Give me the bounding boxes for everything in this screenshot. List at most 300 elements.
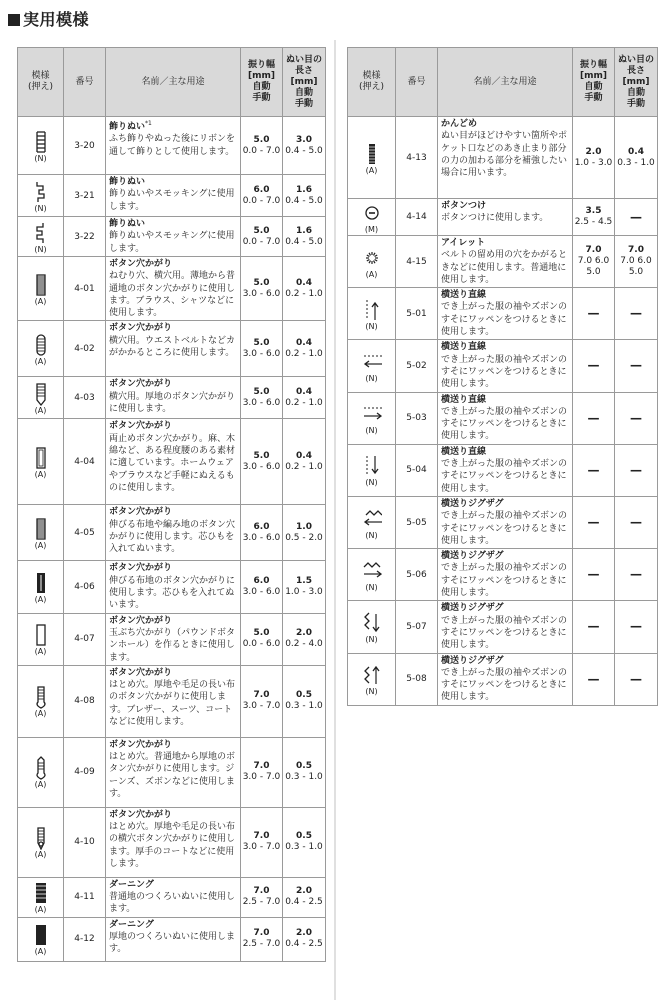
pattern-name [441,119,477,129]
width-cell [573,199,615,236]
length-range: 0.5 - 2.0 [285,532,323,543]
pattern-description: 横穴用。厚地のボタン穴かがりに使用します。 [109,391,236,415]
width-auto: — [587,358,600,373]
width-cell [241,917,283,961]
pattern-description: ねむり穴、横穴用。薄地から普通地のボタン穴かがりに使用します。ブラウス、シャツなどに使用します。 [109,271,236,319]
width-auto: 5.0 [253,225,270,236]
width-range: 3.0 - 6.0 [242,461,281,472]
length-cell [283,117,326,175]
length-auto: 0.4 [296,450,312,461]
presser-foot-label: (M) [364,225,379,234]
pattern-cell [18,807,64,877]
pattern-number: 4-04 [64,419,106,505]
width-range: 7.0 6.0 5.0 [577,256,610,278]
length-cell [615,392,658,444]
pattern-cell [18,175,64,217]
smocking-a-icon [18,180,63,204]
length-cell [615,601,658,653]
pattern-name [109,616,172,626]
length-auto: — [630,671,642,686]
pattern-cell [348,340,396,392]
pattern-description: でき上がった服の袖やズボンのすそにワッペンをつけるときに使用します。 [441,615,568,651]
length-cell [283,561,326,613]
width-auto: — [587,462,600,477]
table-row [348,340,658,392]
pattern-cell [18,665,64,737]
length-auto: 0.5 [296,831,312,842]
length-auto: 0.4 [296,337,312,348]
length-auto: — [630,306,642,321]
pattern-name [109,920,154,930]
width-range: 1.0 - 3.0 [574,157,613,168]
width-cell [241,217,283,257]
presser-foot-label: (A) [34,356,47,366]
length-auto: 2.0 [296,886,312,897]
table-row [18,257,326,321]
presser-foot-label: (N) [34,203,47,213]
pattern-name-text: 横送りジグザグ [441,551,504,562]
presser-foot-label: (N) [365,530,378,540]
pattern-name [441,342,486,352]
pattern-name [441,499,503,509]
pattern-name [109,563,172,573]
table-row [18,175,326,217]
pattern-description: はとめ穴。厚地や毛足の長い布のボタン穴かがりに使用します。ブレザー、スーツ、コートなどに使用します。 [109,680,236,728]
eyelet-icon [348,246,395,270]
pattern-number: 5-04 [396,444,438,496]
pattern-cell [18,561,64,613]
width-auto: 6.0 [253,184,270,195]
width-range: 3.0 - 7.0 [242,842,281,853]
length-range: 0.3 - 1.0 [285,701,323,712]
pattern-number: 5-03 [396,392,438,444]
name-cell [106,613,241,665]
width-cell [241,737,283,807]
width-auto: 7.0 [253,886,270,897]
width-range: 0.0 - 7.0 [242,236,281,247]
length-range: 0.4 - 5.0 [285,236,323,247]
pattern-cell [18,217,64,257]
table-row [348,288,658,340]
length-cell [283,613,326,665]
pattern-name [109,507,172,517]
length-cell [283,419,326,505]
pattern-number: 4-15 [396,236,438,288]
pattern-number: 4-11 [64,877,106,917]
table-row [18,117,326,175]
pattern-name [109,122,152,132]
length-range: 1.0 - 3.0 [285,587,323,598]
table-row [18,665,326,737]
presser-foot-label: (N) [365,582,378,592]
length-auto: — [630,358,642,373]
name-cell [106,419,241,505]
name-cell [106,807,241,877]
table-row [348,496,658,548]
side-straight-down-icon [348,454,395,478]
table-row [18,613,326,665]
pattern-number: 5-05 [396,496,438,548]
pattern-name-text: アイレット [441,238,486,248]
pattern-name [109,259,172,269]
table-row [18,917,326,961]
header-length: ぬい目の 長さ [mm] 自動 手動 [615,48,658,117]
pattern-number: 5-08 [396,653,438,705]
name-cell [106,917,241,961]
presser-foot-label: (A) [34,850,47,860]
header-number: 番号 [64,48,106,117]
width-cell [573,236,615,288]
pattern-cell [348,236,396,288]
width-cell [241,117,283,175]
width-range: 2.5 - 7.0 [242,939,281,950]
table-row [18,561,326,613]
length-auto: 1.5 [296,576,312,587]
length-cell [615,236,658,288]
width-auto: 5.0 [253,337,270,348]
length-auto: 2.0 [296,628,312,639]
pattern-name-text: ボタン穴かがり [109,421,173,432]
presser-foot-label: (N) [365,634,378,644]
width-auto: 2.0 [585,146,602,157]
pattern-description: 伸びる布地や編み地のボタン穴かがりに使用します。芯ひもを入れてぬいます。 [109,519,236,555]
length-cell [615,496,658,548]
pattern-name [441,447,486,457]
presser-foot-label: (N) [365,426,378,436]
pattern-name-text: ボタン穴かがり [109,507,173,518]
pattern-number: 4-13 [396,117,438,199]
pattern-name-text: 横送り直線 [441,342,487,353]
pattern-description: 普通地のつくろいぬいに使用します。 [109,892,236,915]
width-auto: — [587,671,600,686]
pattern-number: 4-09 [64,737,106,807]
presser-foot-label: (A) [365,165,378,175]
buttonhole-square-icon [18,446,63,470]
presser-foot-label: (N) [365,373,378,383]
pattern-cell [348,392,396,444]
name-cell [438,117,573,199]
pattern-name-text: ボタン穴かがり [109,809,173,820]
pattern-description: 飾りぬいやスモッキングに使用します。 [109,189,235,212]
pattern-description: ボタンつけに使用します。 [441,213,549,224]
length-cell [615,653,658,705]
name-cell [106,665,241,737]
length-range: 0.2 - 1.0 [285,288,323,299]
length-cell [615,117,658,199]
table-row [18,807,326,877]
length-auto: 2.0 [296,928,312,939]
table-row [348,236,658,288]
pattern-number: 4-02 [64,321,106,377]
pattern-name-text: ダーニング [109,919,154,930]
presser-foot-label: (N) [365,321,378,331]
width-auto: 3.5 [585,206,602,216]
pattern-cell [348,496,396,548]
pattern-name [109,177,145,187]
table-row [18,321,326,377]
button-sew-icon [348,201,395,225]
length-auto: — [630,619,642,634]
pattern-name [109,379,172,389]
table-row [18,217,326,257]
length-range: 0.3 - 1.0 [285,772,323,783]
pattern-name-text: ボタン穴かがり [109,615,173,626]
table-row [348,199,658,236]
presser-foot-label: (A) [34,947,47,957]
table-header-row [18,48,326,117]
name-cell [438,549,573,601]
width-auto: — [587,515,600,530]
length-cell [283,217,326,257]
pattern-description: でき上がった服の袖やズボンのすそにワッペンをつけるときに使用します。 [441,563,568,599]
buttonhole-dense-icon [18,571,63,595]
length-cell [615,444,658,496]
pattern-cell [348,288,396,340]
width-auto: 5.0 [253,386,270,397]
length-range: 0.3 - 1.0 [617,157,655,168]
pattern-name-text: 横送り直線 [441,446,487,457]
name-cell [106,737,241,807]
length-range: 0.2 - 1.0 [285,348,323,359]
name-cell [106,257,241,321]
pattern-name-text: ボタンつけ [441,201,487,211]
pattern-name-text: ボタン穴かがり [109,379,173,390]
pattern-name [109,740,172,750]
pattern-number: 5-02 [396,340,438,392]
width-range: 2.5 - 7.0 [242,897,281,908]
width-cell [241,419,283,505]
pattern-number: 5-06 [396,549,438,601]
straight-ladder-icon [18,130,63,154]
section-title [8,7,89,30]
table-row [18,419,326,505]
length-auto: 3.0 [296,134,312,145]
pattern-number: 4-03 [64,377,106,419]
width-auto: 6.0 [253,521,270,532]
name-cell [438,496,573,548]
pattern-name-text: 横送り直線 [441,394,487,405]
buttonhole-round-icon [18,333,63,357]
table-row [348,601,658,653]
pattern-description: ベルトの留め用の穴をかがるときなどに使用します。普通地に使用します。 [441,250,568,285]
pattern-description: 厚地のつくろいぬいに使用します。 [109,932,236,955]
width-auto: — [587,567,600,582]
length-auto: 1.0 [296,521,312,532]
pattern-cell [18,321,64,377]
header-width: 振り幅 [mm] 自動 手動 [241,48,283,117]
length-auto: 0.4 [296,386,312,397]
table-row [348,549,658,601]
pattern-cell [348,199,396,236]
presser-foot-label: (N) [34,153,47,163]
buttonhole-keyhole-icon [18,685,63,709]
width-auto: 5.0 [253,134,270,145]
length-cell [283,807,326,877]
pattern-description: 伸びる布地のボタン穴かがりに使用します。芯ひもを入れてぬいます。 [109,575,236,611]
length-range: 0.4 - 5.0 [285,145,323,156]
width-range: 3.0 - 6.0 [242,288,281,299]
length-cell [615,288,658,340]
pattern-description: でき上がった服の袖やズボンのすそにワッペンをつけるときに使用します。 [441,459,568,494]
width-auto: 6.0 [253,576,270,587]
width-auto: 5.0 [253,450,270,461]
length-cell [283,175,326,217]
table-row [18,737,326,807]
pattern-cell [18,377,64,419]
width-cell [573,117,615,199]
pattern-cell [348,653,396,705]
pattern-cell [18,877,64,917]
side-zigzag-up-icon [348,663,395,687]
pattern-description: でき上がった服の袖やズボンのすそにワッペンをつけるときに使用します。 [441,511,568,546]
pattern-name-text: ボタン穴かがり [109,259,173,269]
pattern-name [441,290,486,300]
buttonhole-keyhole-taper-icon [18,826,63,850]
pattern-description: でき上がった服の袖やズボンのすそにワッペンをつけるときに使用します。 [441,406,568,442]
width-cell [241,807,283,877]
presser-foot-label: (N) [365,478,378,488]
length-cell [283,321,326,377]
pattern-name [441,238,485,248]
presser-foot-label: (A) [34,595,47,605]
name-cell [106,321,241,377]
pattern-number: 3-22 [64,217,106,257]
width-auto: 7.0 [253,761,270,772]
length-cell [615,340,658,392]
length-auto: — [630,515,642,530]
column-divider [334,40,336,1000]
length-range: 0.4 - 5.0 [285,195,323,206]
name-cell [438,236,573,288]
pattern-name-text: ボタン穴かがり [109,739,173,750]
pattern-description: 飾りぬいやスモッキングに使用します。 [109,231,235,254]
width-range: 0.0 - 6.0 [242,639,281,650]
presser-foot-label: (A) [34,905,47,915]
name-cell [106,505,241,561]
pattern-cell [18,257,64,321]
pattern-number: 4-10 [64,807,106,877]
pattern-name-text: ボタン穴かがり [109,667,173,678]
stitch-table-left [17,47,326,962]
smocking-b-icon [18,221,63,245]
length-cell [615,199,658,236]
length-cell [283,665,326,737]
presser-foot-label: (A) [34,647,47,657]
width-range: 3.0 - 7.0 [242,701,281,712]
width-cell [573,392,615,444]
width-auto: 7.0 [253,831,270,842]
name-cell [106,377,241,419]
pattern-name-text: かんどめ [441,119,478,129]
pattern-number: 4-08 [64,665,106,737]
width-auto: 7.0 [585,245,602,256]
pattern-cell [348,444,396,496]
pattern-description: でき上がった服の袖やズボンのすそにワッペンをつけるときに使用します。 [441,302,568,338]
pattern-name [109,668,172,678]
width-cell [573,549,615,601]
name-cell [438,392,573,444]
section-title-text: 実用模様 [23,10,90,29]
darning-b-icon [18,923,63,947]
header-length: ぬい目の 長さ [mm] 自動 手動 [283,48,326,117]
table-row [348,117,658,199]
presser-foot-label: (A) [34,540,47,550]
table-row [348,444,658,496]
pattern-number: 4-01 [64,257,106,321]
table-row [18,505,326,561]
side-straight-right-icon [348,402,395,426]
buttonhole-keyhole-pointed-icon [18,756,63,780]
width-range: 3.0 - 6.0 [242,397,281,408]
pattern-name [109,810,172,820]
pattern-description: でき上がった服の袖やズボンのすそにワッペンをつけるときに使用します。 [441,354,568,390]
darning-a-icon [18,881,63,905]
pattern-number: 5-07 [396,601,438,653]
pattern-number: 5-01 [396,288,438,340]
side-zigzag-down-icon [348,611,395,635]
length-range: 0.4 - 2.5 [285,939,323,950]
pattern-name-text: 横送りジグザグ [441,498,504,509]
length-auto: — [630,567,642,582]
name-cell [106,217,241,257]
pattern-description: 玉ぶち穴かがり（パウンドボタンホール）を作るときに使用します。 [109,627,236,663]
presser-foot-label: (A) [34,296,47,306]
length-auto: 0.5 [296,690,312,701]
pattern-cell [18,917,64,961]
pattern-description: ぬい目がほどけやすい箇所やポケット口などのあき止まり部分の力の加わる部分を補強したい場合に用います。 [441,131,568,179]
pattern-cell [18,505,64,561]
name-cell [438,340,573,392]
length-cell [283,877,326,917]
pattern-number: 3-21 [64,175,106,217]
name-cell [438,444,573,496]
pattern-cell [348,549,396,601]
pattern-name [441,201,486,211]
length-range: 0.2 - 1.0 [285,461,323,472]
header-name: 名前／主な用途 [106,48,241,117]
length-auto: 0.5 [296,761,312,772]
width-range: 2.5 - 4.5 [574,217,613,227]
buttonhole-tapered-icon [18,382,63,406]
name-cell [106,877,241,917]
width-cell [241,257,283,321]
pattern-number: 4-06 [64,561,106,613]
length-range: 0.3 - 1.0 [285,842,323,853]
name-cell [106,175,241,217]
bartack-icon [348,142,395,166]
pattern-name-text: ボタン穴かがり [109,563,173,574]
pattern-name-text: 飾りぬい [109,122,146,132]
width-cell [573,653,615,705]
width-range: 3.0 - 6.0 [242,348,281,359]
buttonhole-bound-icon [18,623,63,647]
pattern-name [109,323,172,333]
pattern-description: はとめ穴。厚地や毛足の長い布の横穴ボタン穴かがりに使用します。厚手のコートなどに使用します。 [109,822,236,870]
width-cell [241,665,283,737]
length-range: 7.0 6.0 5.0 [620,256,652,278]
pattern-number: 4-14 [396,199,438,236]
width-range: 3.0 - 7.0 [242,772,281,783]
name-cell [438,199,573,236]
width-auto: 7.0 [253,690,270,701]
length-auto: 1.6 [296,184,312,195]
pattern-number: 4-12 [64,917,106,961]
length-range: 0.2 - 4.0 [285,639,323,650]
pattern-number: 4-05 [64,505,106,561]
pattern-description: はとめ穴。普通地から厚地のボタン穴かがりに使用します。ジーンズ、ズボンなどに使用します。 [109,752,236,800]
width-cell [573,340,615,392]
width-cell [573,601,615,653]
